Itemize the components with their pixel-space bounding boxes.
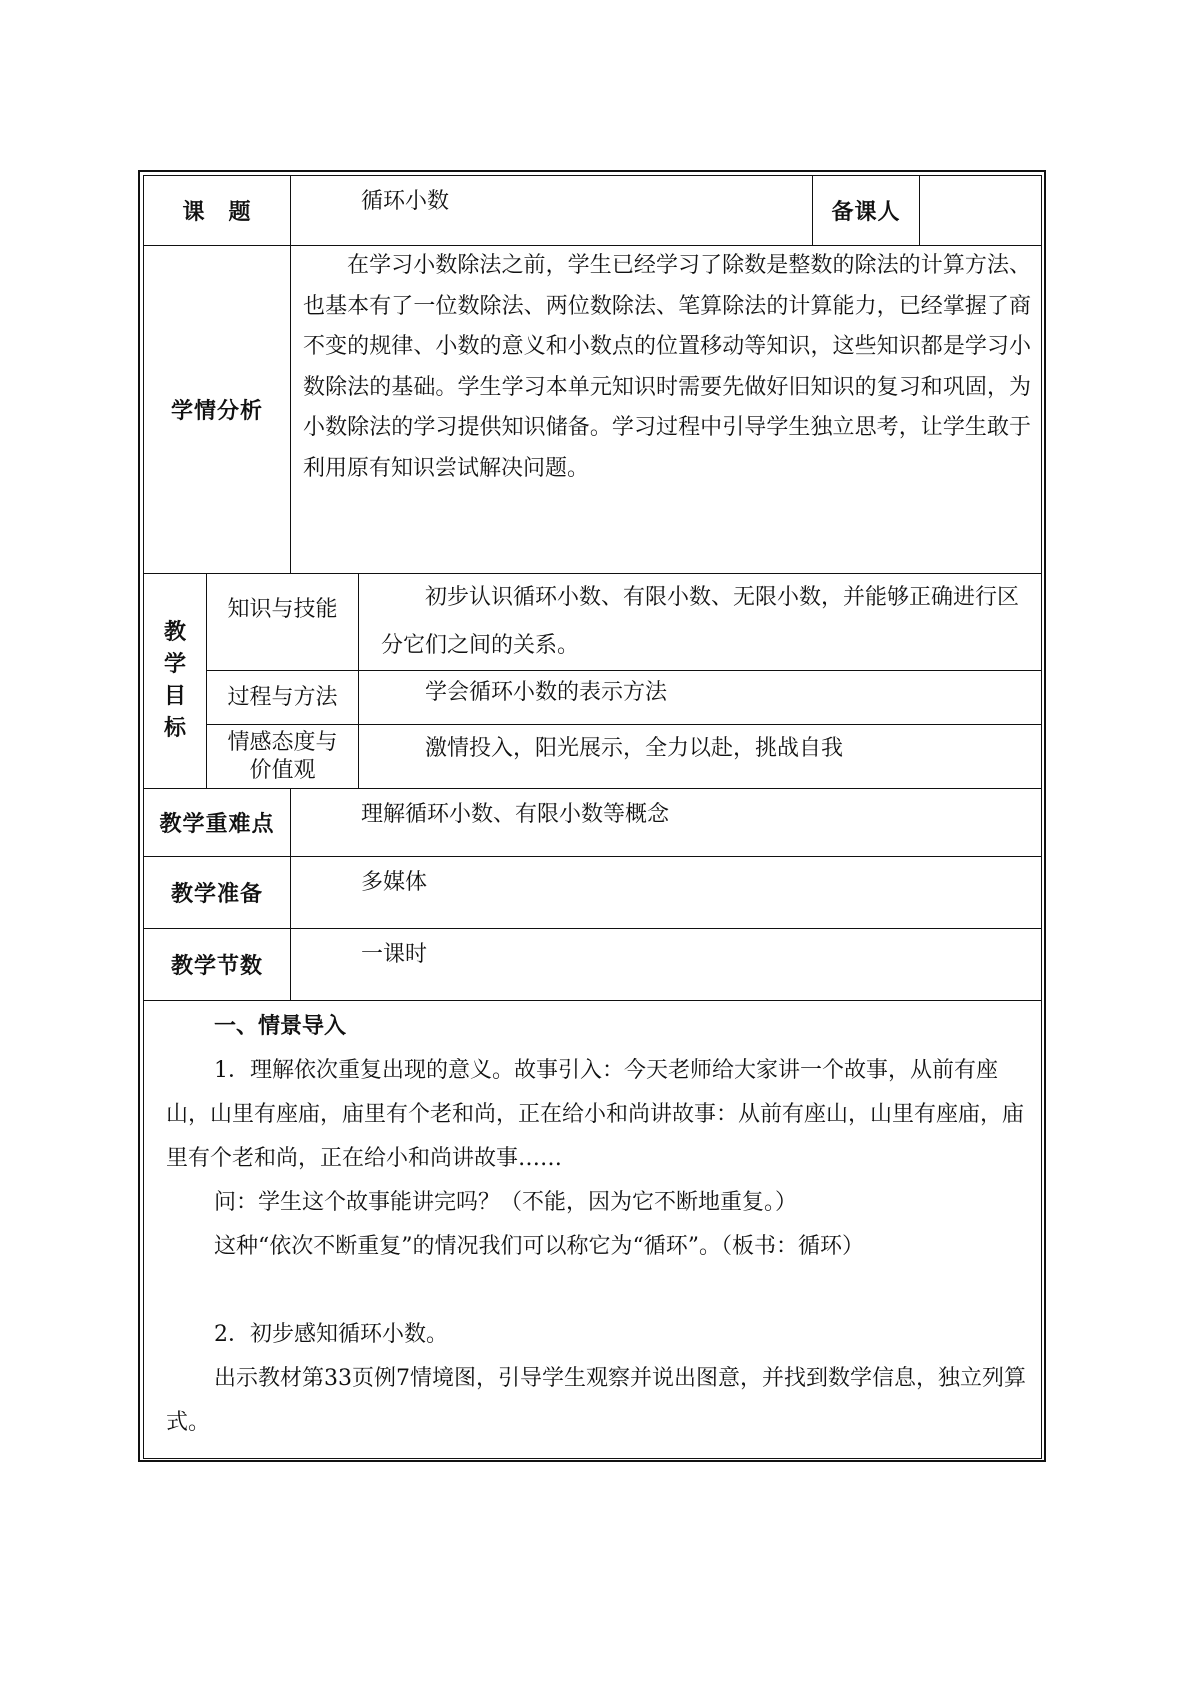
row-objective-process [144, 671, 1042, 725]
objectives-label-char: 标 [163, 716, 186, 741]
objective-knowledge-label: 知识与技能 [207, 574, 359, 671]
preparer-label: 备课人 [813, 176, 920, 246]
paragraph-gap [166, 1269, 1027, 1313]
lesson-paragraph: 这种“依次不断重复”的情况我们可以称它为“循环”。（板书：循环） [214, 1234, 864, 1259]
lesson-plan-table [143, 175, 1042, 1459]
objective-process-text: 学会循环小数的表示方法 [425, 680, 668, 705]
objective-attitude-text: 激情投入，阳光展示，全力以赴，挑战自我 [425, 736, 844, 761]
objective-process-label: 过程与方法 [207, 671, 359, 725]
row-analysis [144, 246, 1042, 574]
lesson-paragraph: 1．理解依次重复出现的意义。故事引入：今天老师给大家讲一个故事，从前有座山，山里有座庙，庙里有个老和尚，正在给小和尚讲故事：从前有座山，山里有座庙，庙里有个老和尚，正在给小和尚讲故事…… [166, 1058, 1025, 1171]
objective-attitude-label-line1: 情感态度与 [227, 729, 338, 755]
row-objective-attitude [144, 725, 1042, 789]
preparer-value [920, 176, 1042, 246]
preparation-text: 多媒体 [291, 857, 1042, 929]
periods-label: 教学节数 [144, 929, 291, 1001]
key-points-text: 理解循环小数、有限小数等概念 [291, 789, 1042, 857]
row-lesson-body [144, 1001, 1042, 1459]
objective-attitude-label-line2: 价值观 [249, 757, 316, 783]
preparation-label: 教学准备 [144, 857, 291, 929]
row-key-points [144, 789, 1042, 857]
objective-attitude-label [207, 725, 359, 789]
objectives-label-char: 教 [163, 620, 186, 645]
objectives-label [144, 574, 207, 789]
topic-value: 循环小数 [291, 176, 813, 246]
row-topic [144, 176, 1042, 246]
objective-knowledge-text: 初步认识循环小数、有限小数、无限小数，并能够正确进行区分它们之间的关系。 [381, 585, 1020, 658]
analysis-label: 学情分析 [144, 246, 291, 574]
lesson-paragraph: 出示教材第33页例7情境图，引导学生观察并说出图意，并找到数学信息，独立列算式。 [166, 1366, 1026, 1435]
objectives-label-char: 学 [163, 652, 186, 677]
lesson-heading: 一、情景导入 [214, 1014, 347, 1039]
row-periods [144, 929, 1042, 1001]
lesson-paragraph: 问：学生这个故事能讲完吗？（不能，因为它不断地重复。） [214, 1190, 798, 1215]
lesson-paragraph: 2．初步感知循环小数。 [214, 1322, 448, 1347]
row-preparation [144, 857, 1042, 929]
periods-text: 一课时 [291, 929, 1042, 1001]
topic-label: 课 题 [144, 176, 291, 246]
objectives-label-char: 目 [163, 684, 186, 709]
analysis-text: 在学习小数除法之前，学生已经学习了除数是整数的除法的计算方法、也基本有了一位数除法、两位数除法、笔算除法的计算能力，已经掌握了商不变的规律、小数的意义和小数点的位置移动等知识，这些知识都是学习小数除法的基础。学生学习本单元知识时需要先做好旧知识的复习和巩固，为小数除法的学习提供知识储备。学习过程中引导学生独立思考，让学生敢于利用原有知识尝试解决问题。 [303, 253, 1032, 481]
row-objective-knowledge [144, 574, 1042, 671]
key-points-label: 教学重难点 [144, 789, 291, 857]
